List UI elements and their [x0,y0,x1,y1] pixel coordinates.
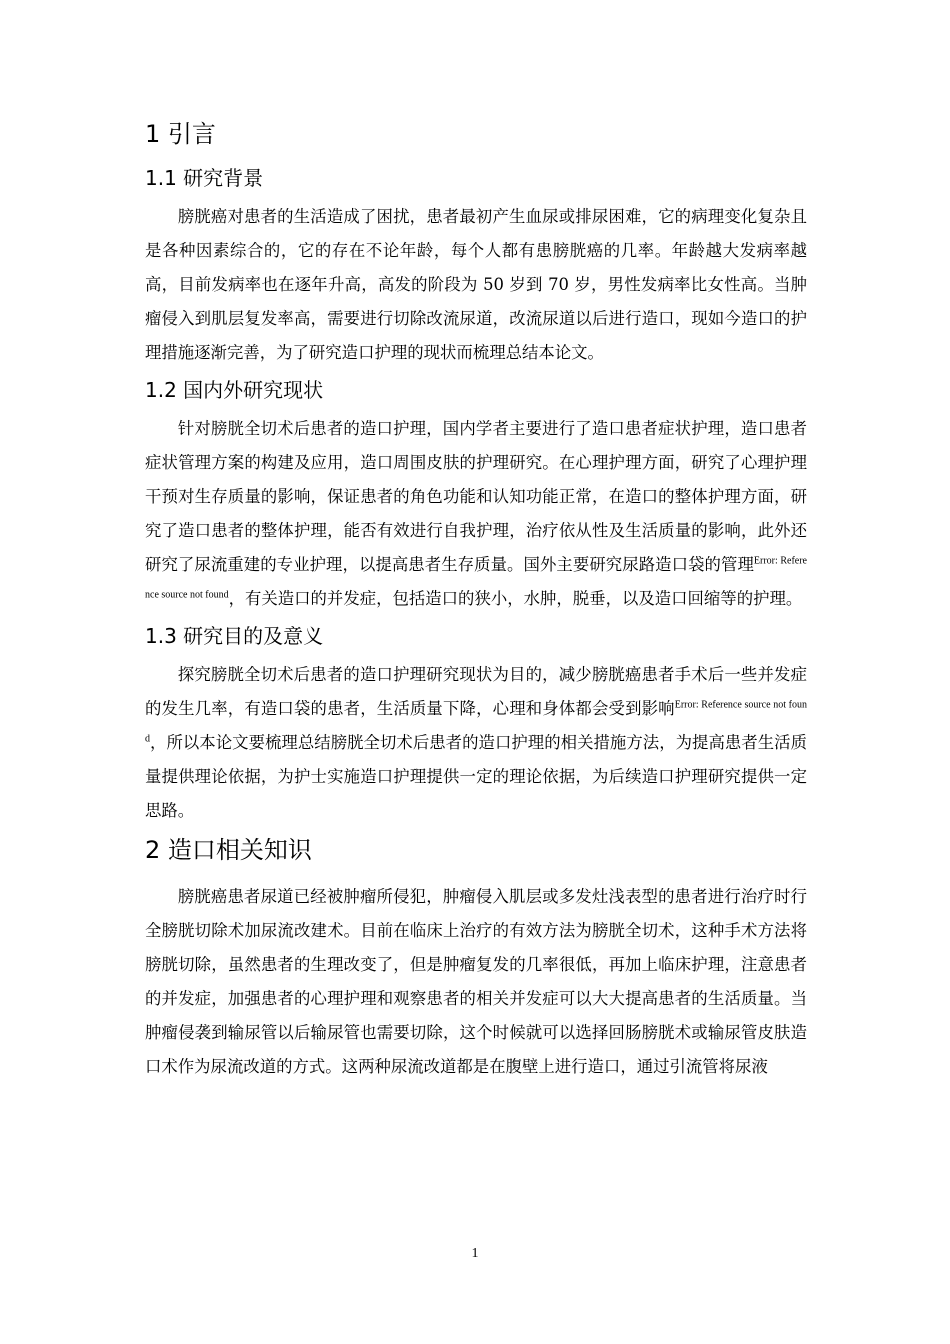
section-1-heading: 1 引言 [145,120,216,148]
paragraph-text: 探究膀胱全切术后患者的造口护理研究现状为目的，减少膀胱癌患者手术后一些并发症的发生几率，有造口袋的患者，生活质量下降，心理和身体都会受到影响 [145,665,807,718]
paragraph-text: ，所以本论文要梳理总结膀胱全切术后患者的造口护理的相关措施方法，为提高患者生活质量提供理论依据，为护士实施造口护理提供一定的理论依据，为后续造口护理研究提供一定思路。 [145,733,807,820]
paragraph-text: ，有关造口的并发症，包括造口的狭小，水肿，脱垂，以及造口回缩等的护理。 [228,589,803,608]
reference-error-marker: Error: Reference source not found [145,555,807,601]
reference-error-marker: Error: Reference source not found [145,699,807,745]
document-body [145,118,807,1090]
subsection-1-1-heading: 1.1 研究背景 [145,166,264,190]
section-2-paragraph: 膀胱癌患者尿道已经被肿瘤所侵犯，肿瘤侵入肌层或多发灶浅表型的患者进行治疗时行全膀胱切除术加尿流改建术。目前在临床上治疗的有效方法为膀胱全切术，这种手术方法将膀胱切除，虽然患者的生理改变了，但是肿瘤复发的几率很低，再加上临床护理，注意患者的并发症，加强患者的心理护理和观察患者的相关并发症可以大大提高患者的生活质量。当肿瘤侵袭到输尿管以后输尿管也需要切除，这个时候就可以选择回肠膀胱术或输尿管皮肤造口术作为尿流改道的方式。这两种尿流改道都是在腹壁上进行造口，通过引流管将尿液 [145,887,807,1076]
paragraph-text: 针对膀胱全切术后患者的造口护理，国内学者主要进行了造口患者症状护理，造口患者症状管理方案的构建及应用，造口周围皮肤的护理研究。在心理护理方面，研究了心理护理干预对生存质量的影响，保证患者的角色功能和认知功能正常，在造口的整体护理方面，研究了造口患者的整体护理，能否有效进行自我护理，治疗依从性及生活质量的影响，此外还研究了尿流重建的专业护理，以提高患者生存质量。国外主要研究尿路造口袋的管理 [145,419,807,574]
subsection-1-1-paragraph: 膀胱癌对患者的生活造成了困扰，患者最初产生血尿或排尿困难，它的病理变化复杂且是各种因素综合的，它的存在不论年龄，每个人都有患膀胱癌的几率。年龄越大发病率越高，目前发病率也在逐年升高，高发的阶段为 50 岁到 70 岁，男性发病率比女性高。当肿瘤侵入到肌层复发率高，需要进行切除改流尿道，改流尿道以后进行造口，现如今造口的护理措施逐渐完善，为了研究造口护理的现状而梳理总结本论文。 [145,207,807,362]
section-2-heading: 2 造口相关知识 [145,836,312,864]
subsection-1-2-paragraph [145,412,807,616]
page-number: 1 [471,1246,479,1261]
subsection-1-3-heading: 1.3 研究目的及意义 [145,624,324,648]
subsection-1-2-heading: 1.2 国内外研究现状 [145,378,324,402]
subsection-1-3-paragraph [145,658,807,828]
